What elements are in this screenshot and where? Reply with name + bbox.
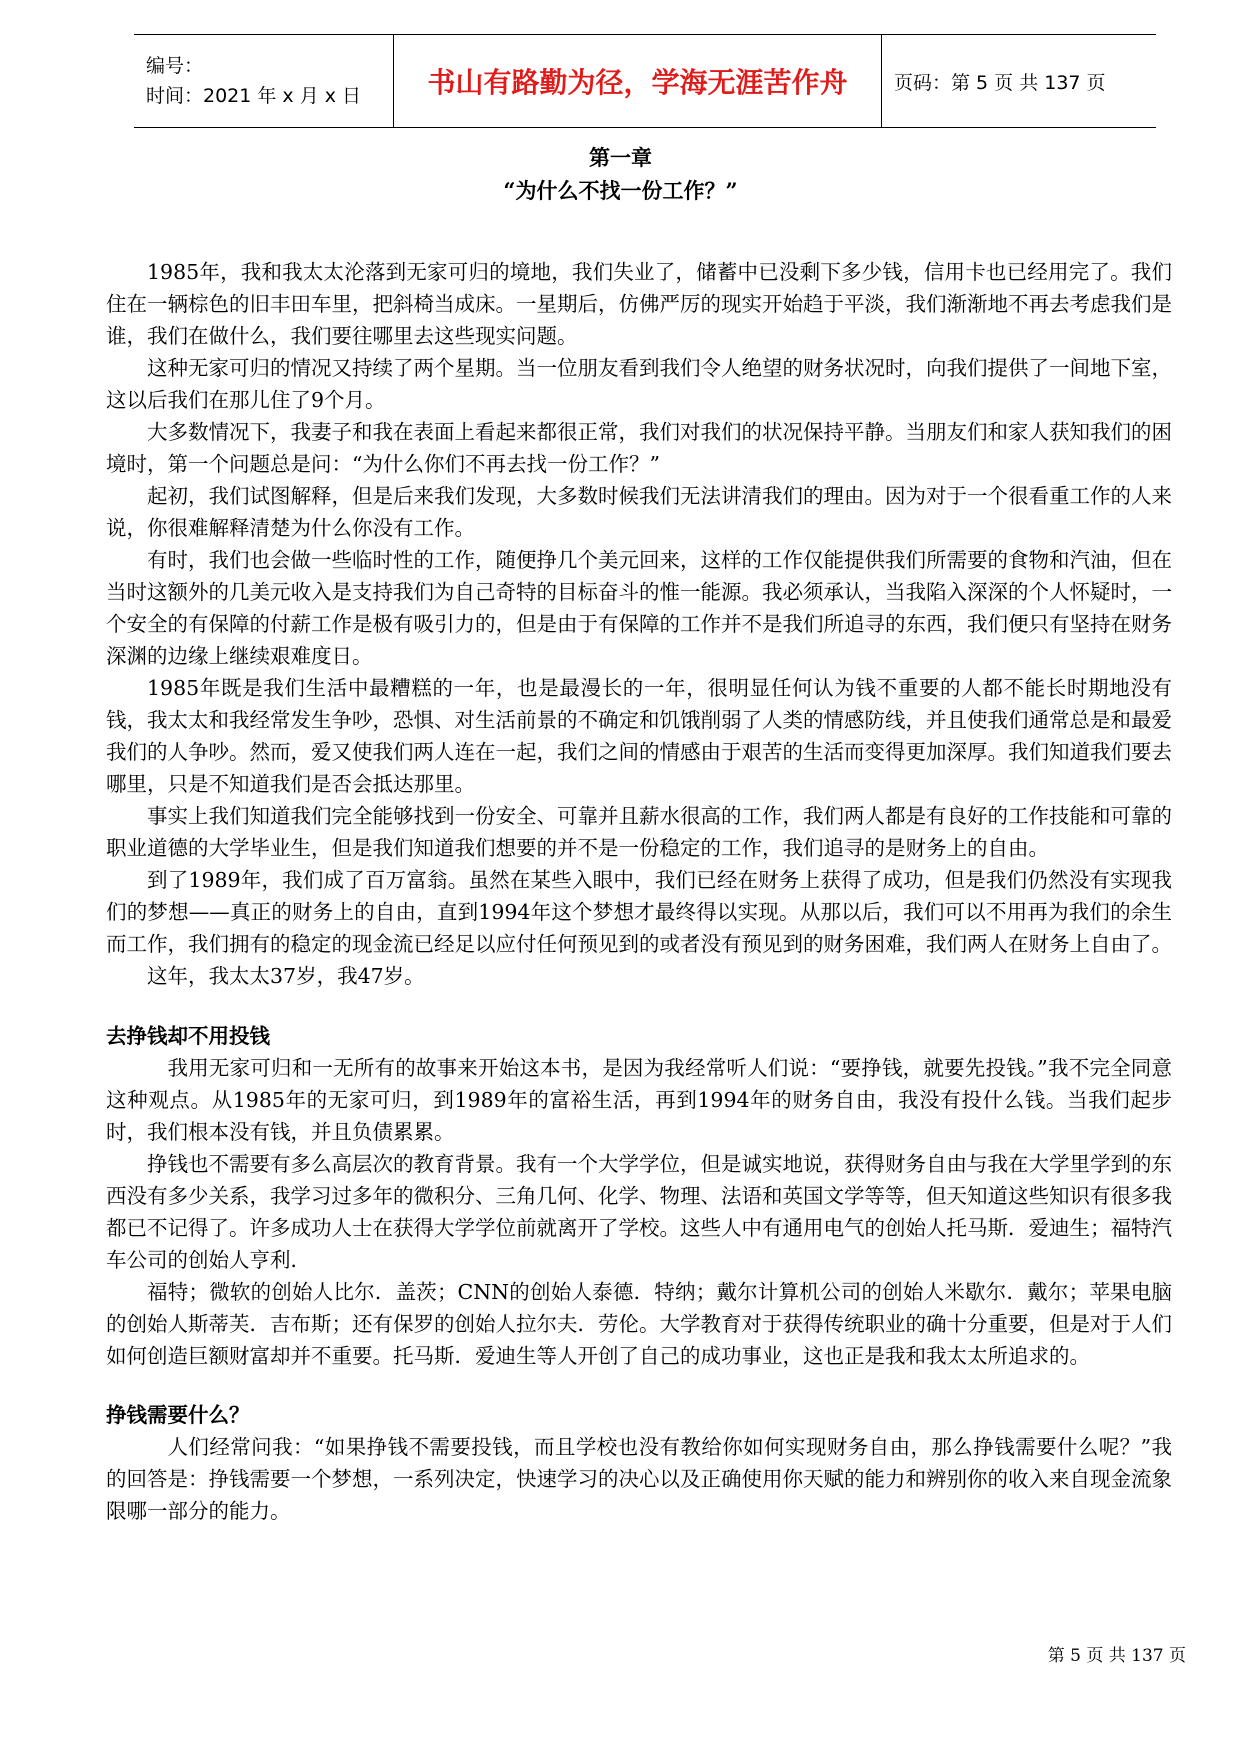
paragraph: 福特；微软的创始人比尔．盖茨；CNN的创始人泰德．特纳；戴尔计算机公司的创始人米歇尔．戴尔；苹果电脑的创始人斯蒂芙．吉布斯；还有保罗的创始人拉尔夫．劳伦。大学教育对于获得传统职业的确十分重要，但是对于人们如何创造巨额财富却并不重要。托马斯．爱迪生等人开创了自己的成功事业，这也正是我和我太太所追求的。 (106, 1280, 1172, 1368)
chapter-title: “为什么不找一份工作？” (503, 178, 738, 203)
paragraph: 有时，我们也会做一些临时性的工作，随便挣几个美元回来，这样的工作仅能提供我们所需要的食物和汽油，但在当时这额外的几美元收入是支持我们为自己奇特的目标奋斗的惟一能源。我必须承认，当我陷入深深的个人怀疑时，一个安全的有保障的付薪工作是极有吸引力的，但是由于有保障的工作并不是我们所追寻的东西，我们便只有坚持在财务深渊的边缘上继续艰难度日。 (106, 548, 1172, 668)
paragraph: 1985年既是我们生活中最糟糕的一年，也是最漫长的一年，很明显任何认为钱不重要的人都不能长时期地没有钱，我太太和我经常发生争吵，恐惧、对生活前景的不确定和饥饿削弱了人类的情感防线，并且使我们通常总是和最爱我们的人争吵。然而，爱又使我们两人连在一起，我们之间的情感由于艰苦的生活而变得更加深厚。我们知道我们要去哪里，只是不知道我们是否会抵达那里。 (106, 676, 1172, 796)
document-body (106, 256, 1172, 1527)
spacer (106, 992, 1172, 1020)
chapter-number: 第一章 (589, 145, 652, 170)
paragraph: 到了1989年，我们成了百万富翁。虽然在某些入眼中，我们已经在财务上获得了成功，但是我们仍然没有实现我们的梦想——真正的财务上的自由，直到1994年这个梦想才最终得以实现。从那以后，我们可以不用再为我们的余生而工作，我们拥有的稳定的现金流已经足以应付任何预见到的或者没有预见到的财务困难，我们两人在财务上自由了。 (106, 868, 1172, 956)
header-page-info: 页码：第 5 页 共 137 页 (894, 71, 1106, 94)
document-time: 时间：2021 年 x 月 x 日 (146, 85, 362, 107)
paragraph: 事实上我们知道我们完全能够找到一份安全、可靠并且薪水很高的工作，我们两人都是有良好的工作技能和可靠的职业道德的大学毕业生，但是我们知道我们想要的并不是一份稳定的工作，我们追寻的是财务上的自由。 (106, 804, 1172, 860)
paragraph: 1985年，我和我太太沦落到无家可归的境地，我们失业了，储蓄中已没剩下多少钱，信用卡也已经用完了。我们住在一辆棕色的旧丰田车里，把斜椅当成床。一星期后，仿佛严厉的现实开始趋于平淡，我们渐渐地不再去考虑我们是谁，我们在做什么，我们要往哪里去这些现实问题。 (106, 260, 1172, 348)
section-heading: 挣钱需要什么？ (106, 1403, 250, 1427)
header-motto: 书山有路勤为径，学海无涯苦作舟 (394, 35, 882, 127)
header-meta (134, 35, 394, 127)
paragraph: 挣钱也不需要有多么高层次的教育背景。我有一个大学学位，但是诚实地说，获得财务自由与我在大学里学到的东西没有多少关系，我学习过多年的微积分、三角几何、化学、物理、法语和英国文学等等，但天知道这些知识有很多我都已不记得了。许多成功人士在获得大学学位前就离开了学校。这些人中有通用电气的创始人托马斯．爱迪生；福特汽车公司的创始人亨利． (106, 1152, 1172, 1272)
paragraph: 我用无家可归和一无所有的故事来开始这本书，是因为我经常听人们说：“要挣钱，就要先投钱。”我不完全同意这种观点。从1985年的无家可归，到1989年的富裕生活，再到1994年的财务自由，我没有投什么钱。当我们起步时，我们根本没有钱，并且负债累累。 (106, 1056, 1172, 1144)
paragraph: 这年，我太太37岁，我47岁。 (147, 964, 425, 988)
page-header (134, 34, 1156, 128)
section-heading: 去挣钱却不用投钱 (106, 1024, 270, 1048)
paragraph: 起初，我们试图解释，但是后来我们发现，大多数时候我们无法讲清我们的理由。因为对于一个很看重工作的人来说，你很难解释清楚为什么你没有工作。 (106, 484, 1172, 540)
paragraph: 这种无家可归的情况又持续了两个星期。当一位朋友看到我们令人绝望的财务状况时，向我们提供了一间地下室，这以后我们在那儿住了9个月。 (106, 356, 1172, 412)
paragraph: 大多数情况下，我妻子和我在表面上看起来都很正常，我们对我们的状况保持平静。当朋友们和家人获知我们的困境时，第一个问题总是问：“为什么你们不再去找一份工作？” (106, 420, 1172, 476)
document-number-label: 编号： (146, 55, 204, 77)
paragraph: 人们经常问我：“如果挣钱不需要投钱，而且学校也没有教给你如何实现财务自由，那么挣钱需要什么呢？”我的回答是：挣钱需要一个梦想，一系列决定，快速学习的决心以及正确使用你天赋的能力和辨别你的收入来自现金流象限哪一部分的能力。 (106, 1435, 1172, 1523)
page-footer: 第 5 页 共 137 页 (1047, 1646, 1186, 1666)
spacer (106, 1372, 1172, 1399)
